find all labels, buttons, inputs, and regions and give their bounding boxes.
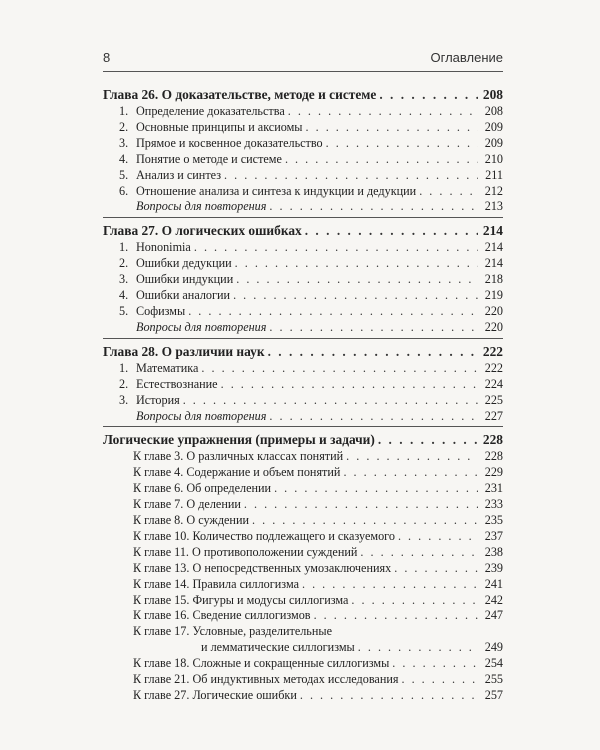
entry-title: История (136, 392, 180, 407)
leader-dots (306, 120, 478, 136)
leader-dots (288, 104, 478, 120)
entry-title-line2: и лемматические силлогизмы (201, 640, 355, 655)
toc-entry (103, 577, 503, 593)
entry-title: Ошибки аналогии (136, 288, 231, 303)
entry-title: Определение доказательства (136, 104, 285, 118)
chapter-divider (103, 338, 503, 339)
entry-title: Основные принципы и аксиомы (136, 119, 303, 134)
leader-dots (394, 561, 478, 577)
leader-dots (201, 361, 478, 377)
leader-dots (285, 152, 478, 168)
entry-title: К главе 16. Сведение силлогизмов (133, 608, 311, 623)
chapter-heading (103, 222, 503, 239)
toc-entry-multiline (103, 624, 503, 640)
leader-dots (221, 377, 478, 393)
toc-entry-multiline-cont (103, 640, 503, 656)
entry-title: Естествознание (136, 376, 218, 391)
chapter-title: Глава 26. О доказательстве, методе и системе (103, 87, 377, 102)
chapter-page: 208 (482, 87, 503, 102)
entry-number: 1. (119, 240, 129, 255)
leader-dots (233, 288, 478, 304)
entry-title: К главе 15. Фигуры и модусы силлогизма (133, 592, 349, 607)
entry-number: 3. (119, 392, 129, 407)
chapter-page: 214 (482, 223, 503, 239)
leader-dots (235, 256, 478, 272)
section-page: 228 (482, 432, 503, 448)
toc-entry (103, 465, 503, 481)
entry-number: 1. (119, 104, 129, 118)
entry-page: 209 (484, 135, 503, 150)
review-questions-entry (103, 320, 503, 336)
entry-title: К главе 14. Правила силлогизма (133, 576, 299, 591)
entry-number: 6. (119, 183, 129, 198)
entry-page: 235 (484, 513, 503, 528)
entry-page: 237 (484, 528, 503, 543)
toc-entry (103, 481, 503, 497)
header-rule (103, 71, 503, 72)
toc-entry (103, 288, 503, 304)
entry-page: 210 (484, 151, 503, 166)
page-number: 8 (103, 50, 111, 65)
entry-page: 213 (484, 199, 503, 214)
chapter-28 (103, 343, 503, 428)
entry-title-line1: К главе 17. Условные, разделительные (133, 624, 332, 639)
entry-title: К главе 3. О различных классах понятий (133, 449, 344, 464)
toc-entry (103, 656, 503, 672)
leader-dots (269, 409, 478, 425)
entry-page: 242 (484, 592, 503, 607)
toc-entry (103, 272, 503, 288)
leader-dots (268, 343, 478, 360)
entry-number: 3. (119, 135, 129, 150)
leader-dots (419, 184, 478, 200)
entry-title: Прямое и косвенное доказательство (136, 135, 323, 150)
toc-entry (103, 497, 503, 513)
entry-page: 214 (484, 240, 503, 255)
toc-entry (103, 152, 503, 168)
entry-title: К главе 7. О делении (133, 497, 241, 512)
entry-title: К главе 18. Сложные и сокращенные силлогизмы (133, 656, 390, 671)
entry-number: 3. (119, 272, 129, 287)
toc-entry (103, 361, 503, 377)
toc-entry (103, 449, 503, 465)
entry-page: 214 (484, 256, 503, 271)
entry-page: 241 (484, 576, 503, 591)
entry-title: Понятие о методе и системе (136, 151, 282, 166)
entry-title: Ошибки индукции (136, 272, 234, 287)
toc-entry (103, 513, 503, 529)
leader-dots (224, 168, 478, 184)
running-header (103, 50, 503, 65)
entry-page: 222 (484, 360, 503, 375)
chapter-title: Глава 28. О различии наук (103, 343, 265, 359)
entry-title: Анализ и синтез (136, 167, 222, 182)
leader-dots (401, 672, 478, 688)
entry-page: 218 (484, 272, 503, 287)
leader-dots (188, 304, 478, 320)
toc-entry (103, 136, 503, 152)
entry-page: 228 (484, 449, 503, 464)
entry-title: К главе 27. Логические ошибки (133, 688, 297, 702)
leader-dots (358, 640, 478, 656)
review-questions-entry (103, 409, 503, 425)
entry-page: 238 (484, 544, 503, 559)
toc-entry (103, 240, 503, 256)
entry-number: 2. (119, 376, 129, 391)
leader-dots (360, 545, 478, 561)
running-title: Оглавление (430, 50, 503, 65)
toc-entry (103, 256, 503, 272)
entry-page: 209 (484, 119, 503, 134)
chapter-27 (103, 222, 503, 338)
entry-title: Ошибки дедукции (136, 256, 232, 271)
entry-page: 247 (484, 608, 503, 623)
entry-title: К главе 6. Об определении (133, 481, 272, 496)
chapter-divider (103, 426, 503, 427)
leader-dots (244, 497, 478, 513)
entry-page: 257 (484, 688, 503, 702)
leader-dots (379, 86, 478, 103)
entry-page: 254 (484, 656, 503, 671)
entry-page: 249 (484, 640, 503, 655)
leader-dots (343, 465, 478, 481)
toc-entry (103, 593, 503, 609)
leader-dots (183, 393, 478, 409)
toc-entry (103, 304, 503, 320)
entry-number: 5. (119, 303, 129, 318)
section-title: Логические упражнения (примеры и задачи) (103, 432, 375, 448)
entry-page: 208 (484, 104, 503, 118)
leader-dots (392, 656, 478, 672)
leader-dots (269, 199, 478, 215)
leader-dots (326, 136, 478, 152)
toc-entry (103, 393, 503, 409)
leader-dots (398, 529, 478, 545)
leader-dots (351, 593, 478, 609)
entry-title: Вопросы для повторения (136, 319, 267, 334)
entry-title: Вопросы для повторения (136, 199, 267, 214)
leader-dots (269, 320, 478, 336)
leader-dots (194, 240, 478, 256)
leader-dots (302, 577, 478, 593)
entry-title: К главе 10. Количество подлежащего и сказуемого (133, 528, 395, 543)
entry-number: 4. (119, 151, 129, 166)
leader-dots (305, 222, 478, 239)
entry-number: 2. (119, 119, 129, 134)
entry-page: 239 (484, 560, 503, 575)
leader-dots (274, 481, 478, 497)
entry-title: Вопросы для повторения (136, 408, 267, 423)
entry-title: Математика (136, 360, 199, 375)
chapter-26 (103, 86, 503, 218)
entry-number: 4. (119, 288, 129, 303)
toc-entry (103, 120, 503, 136)
toc-entry (103, 529, 503, 545)
leader-dots (300, 688, 478, 704)
entry-page: 220 (484, 319, 503, 334)
table-of-contents (103, 86, 503, 707)
entry-page: 229 (484, 465, 503, 480)
toc-entry (103, 608, 503, 624)
section-heading (103, 431, 503, 448)
chapter-page: 222 (482, 343, 503, 359)
entry-page: 212 (484, 183, 503, 198)
entry-page: 225 (484, 392, 503, 407)
toc-entry (103, 377, 503, 393)
toc-entry (103, 672, 503, 688)
entry-title: К главе 4. Содержание и объем понятий (133, 465, 341, 480)
toc-entry (103, 688, 503, 704)
entry-page: 231 (484, 481, 503, 496)
toc-entry (103, 104, 503, 120)
chapter-title: Глава 27. О логических ошибках (103, 223, 302, 239)
entry-page: 219 (484, 288, 503, 303)
chapter-heading (103, 343, 503, 360)
entry-title: Отношение анализа и синтеза к индукции и дедукции (136, 183, 417, 198)
leader-dots (314, 608, 478, 624)
toc-entry (103, 168, 503, 184)
entry-title: К главе 8. О суждении (133, 513, 250, 528)
leader-dots (346, 449, 478, 465)
entry-title: К главе 13. О непосредственных умозаключениях (133, 560, 392, 575)
entry-page: 224 (484, 376, 503, 391)
entry-title: Hononimia (136, 240, 191, 255)
entry-title: К главе 21. Об индуктивных методах исследования (133, 672, 399, 687)
chapter-heading (103, 86, 503, 103)
entry-page: 255 (484, 672, 503, 687)
entry-title: Софизмы (136, 303, 186, 318)
toc-entry (103, 545, 503, 561)
entry-number: 5. (119, 167, 129, 182)
entry-number: 2. (119, 256, 129, 271)
entry-page: 211 (485, 167, 503, 182)
entry-page: 220 (484, 303, 503, 318)
leader-dots (252, 513, 478, 529)
entry-title: К главе 11. О противоположении суждений (133, 544, 358, 559)
toc-entry (103, 184, 503, 200)
exercises-section (103, 431, 503, 704)
leader-dots (236, 272, 478, 288)
entry-number: 1. (119, 360, 129, 375)
review-questions-entry (103, 199, 503, 215)
entry-page: 233 (484, 497, 503, 512)
entry-page: 227 (484, 408, 503, 423)
chapter-divider (103, 217, 503, 218)
toc-entry (103, 561, 503, 577)
leader-dots (378, 431, 478, 448)
